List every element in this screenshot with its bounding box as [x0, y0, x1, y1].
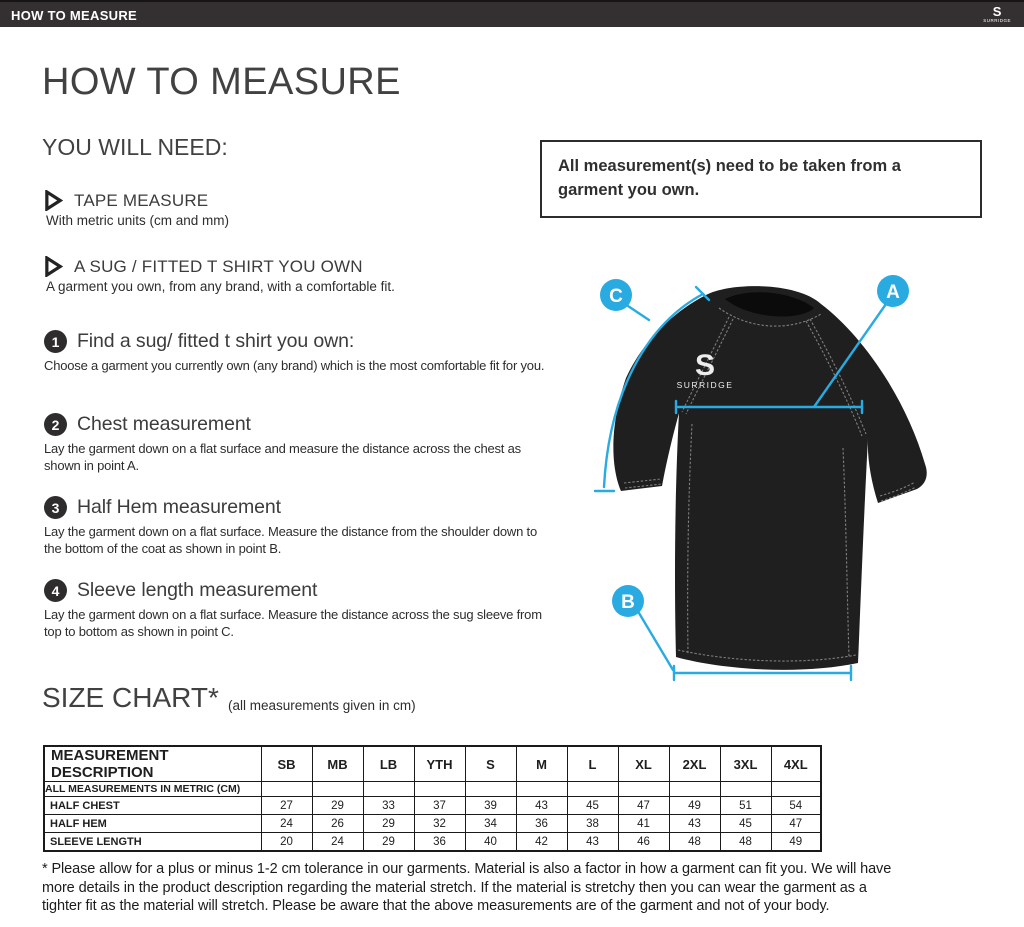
empty-cell	[312, 782, 363, 797]
shirt-measurement-diagram	[575, 262, 995, 687]
shirt-logo-wordmark: SURRIDGE	[676, 380, 734, 390]
size-value: 29	[363, 833, 414, 852]
size-value: 26	[312, 815, 363, 833]
step-number-badge: 4	[44, 579, 67, 602]
need-item-label: TAPE MEASURE	[74, 190, 209, 210]
step-description: Lay the garment down on a flat surface. Measure the distance across the sug sleeve from top to bottom as shown in point C.	[44, 607, 542, 639]
empty-cell	[618, 782, 669, 797]
size-chart-title: SIZE CHART*	[42, 682, 219, 713]
column-header-size: XL	[618, 746, 669, 782]
need-item-description: A garment you own, from any brand, with a comfortable fit.	[46, 279, 395, 294]
table-row-sleeve-length	[44, 833, 821, 852]
size-chart-subtitle: (all measurements given in cm)	[228, 698, 416, 713]
empty-cell	[465, 782, 516, 797]
empty-cell	[771, 782, 821, 797]
size-value: 48	[669, 833, 720, 852]
size-value: 42	[516, 833, 567, 852]
step-number-badge: 1	[44, 330, 67, 353]
footnote-line: tighter fit as the material will stretch. Please be aware that the above measurements are of the garment and not of your body.	[42, 898, 830, 914]
step-2	[44, 413, 549, 474]
column-header-size: LB	[363, 746, 414, 782]
step-title: Sleeve length measurement	[77, 579, 318, 601]
size-value: 49	[771, 833, 821, 852]
size-value: 45	[720, 815, 771, 833]
empty-cell	[720, 782, 771, 797]
step-title: Half Hem measurement	[77, 496, 281, 518]
step-number-badge: 3	[44, 496, 67, 519]
headerbar-title: HOW TO MEASURE	[11, 8, 138, 23]
empty-cell	[261, 782, 312, 797]
empty-cell	[669, 782, 720, 797]
shirt-body	[613, 286, 926, 670]
you-will-need-heading: YOU WILL NEED:	[42, 134, 228, 160]
triangle-bullet-icon	[44, 256, 63, 277]
size-value: 37	[414, 797, 465, 815]
surridge-logo	[983, 5, 1011, 24]
header-bar	[0, 0, 1024, 27]
step-4	[44, 579, 549, 640]
column-header-size: SB	[261, 746, 312, 782]
size-value: 27	[261, 797, 312, 815]
point-c-label: C	[609, 286, 623, 307]
step-1	[44, 330, 549, 375]
step-3	[44, 496, 549, 557]
column-header-size: 4XL	[771, 746, 821, 782]
step-number-badge: 2	[44, 413, 67, 436]
empty-cell	[567, 782, 618, 797]
size-value: 29	[363, 815, 414, 833]
size-value: 47	[771, 815, 821, 833]
size-value: 36	[414, 833, 465, 852]
size-value: 43	[669, 815, 720, 833]
surridge-s-icon: S	[992, 4, 1002, 19]
point-b-label: B	[621, 592, 635, 613]
column-header-size: M	[516, 746, 567, 782]
size-value: 38	[567, 815, 618, 833]
empty-cell	[414, 782, 465, 797]
row-label: SLEEVE LENGTH	[44, 833, 261, 852]
step-description: Lay the garment down on a flat surface and measure the distance across the chest as shown in point A.	[44, 441, 521, 473]
size-value: 43	[567, 833, 618, 852]
column-header-size: L	[567, 746, 618, 782]
size-value: 34	[465, 815, 516, 833]
need-item-fitted-shirt	[44, 256, 534, 294]
size-value: 39	[465, 797, 516, 815]
column-header-size: MB	[312, 746, 363, 782]
size-value: 48	[720, 833, 771, 852]
size-value: 20	[261, 833, 312, 852]
table-row-half-chest	[44, 797, 821, 815]
column-header-description: MEASUREMENT DESCRIPTION	[44, 746, 261, 782]
row-label: HALF HEM	[44, 815, 261, 833]
need-item-tape-measure	[44, 190, 534, 228]
step-description: Choose a garment you currently own (any brand) which is the most comfortable fit for you.	[44, 358, 545, 373]
need-item-description: With metric units (cm and mm)	[46, 213, 230, 228]
empty-cell	[516, 782, 567, 797]
shirt-graphic	[575, 262, 995, 682]
table-header-row	[44, 746, 821, 782]
triangle-bullet-icon	[44, 190, 63, 211]
shirt-logo-s: S	[694, 349, 716, 382]
column-header-size: 2XL	[669, 746, 720, 782]
surridge-wordmark: SURRIDGE	[983, 18, 1011, 23]
size-value: 54	[771, 797, 821, 815]
column-header-size: 3XL	[720, 746, 771, 782]
metric-note-row	[44, 782, 821, 797]
size-value: 46	[618, 833, 669, 852]
metric-note: ALL MEASUREMENTS IN METRIC (CM)	[44, 782, 261, 797]
footnote-line: * Please allow for a plus or minus 1-2 cm tolerance in our garments. Material is also a factor in how a garment can fit you. We will have	[42, 861, 892, 877]
tolerance-footnote	[42, 860, 891, 916]
step-title: Chest measurement	[77, 413, 251, 435]
size-value: 33	[363, 797, 414, 815]
size-value: 40	[465, 833, 516, 852]
point-c-pointer	[628, 306, 649, 320]
point-a-label: A	[886, 282, 900, 303]
step-title: Find a sug/ fitted t shirt you own:	[77, 330, 355, 352]
table-row-half-hem	[44, 815, 821, 833]
size-value: 41	[618, 815, 669, 833]
size-value: 43	[516, 797, 567, 815]
size-value: 51	[720, 797, 771, 815]
size-chart-table	[43, 745, 822, 852]
footnote-line: more details in the product description regarding the material stretch. If the material is stretchy then you can wear the garment as a	[42, 879, 867, 896]
notice-text: All measurement(s) need to be taken from a garment you own.	[558, 157, 901, 199]
size-value: 24	[312, 833, 363, 852]
size-value: 45	[567, 797, 618, 815]
empty-cell	[363, 782, 414, 797]
point-b-pointer	[639, 613, 673, 670]
size-value: 29	[312, 797, 363, 815]
need-item-label: A SUG / FITTED T SHIRT YOU OWN	[74, 256, 363, 276]
size-value: 32	[414, 815, 465, 833]
page-title: HOW TO MEASURE	[42, 61, 401, 103]
size-value: 49	[669, 797, 720, 815]
notice-box	[540, 140, 982, 218]
row-label: HALF CHEST	[44, 797, 261, 815]
step-description: Lay the garment down on a flat surface. Measure the distance from the shoulder down to the bottom of the coat as shown in point B.	[44, 524, 537, 556]
column-header-size: S	[465, 746, 516, 782]
column-header-size: YTH	[414, 746, 465, 782]
size-value: 36	[516, 815, 567, 833]
size-value: 24	[261, 815, 312, 833]
size-value: 47	[618, 797, 669, 815]
